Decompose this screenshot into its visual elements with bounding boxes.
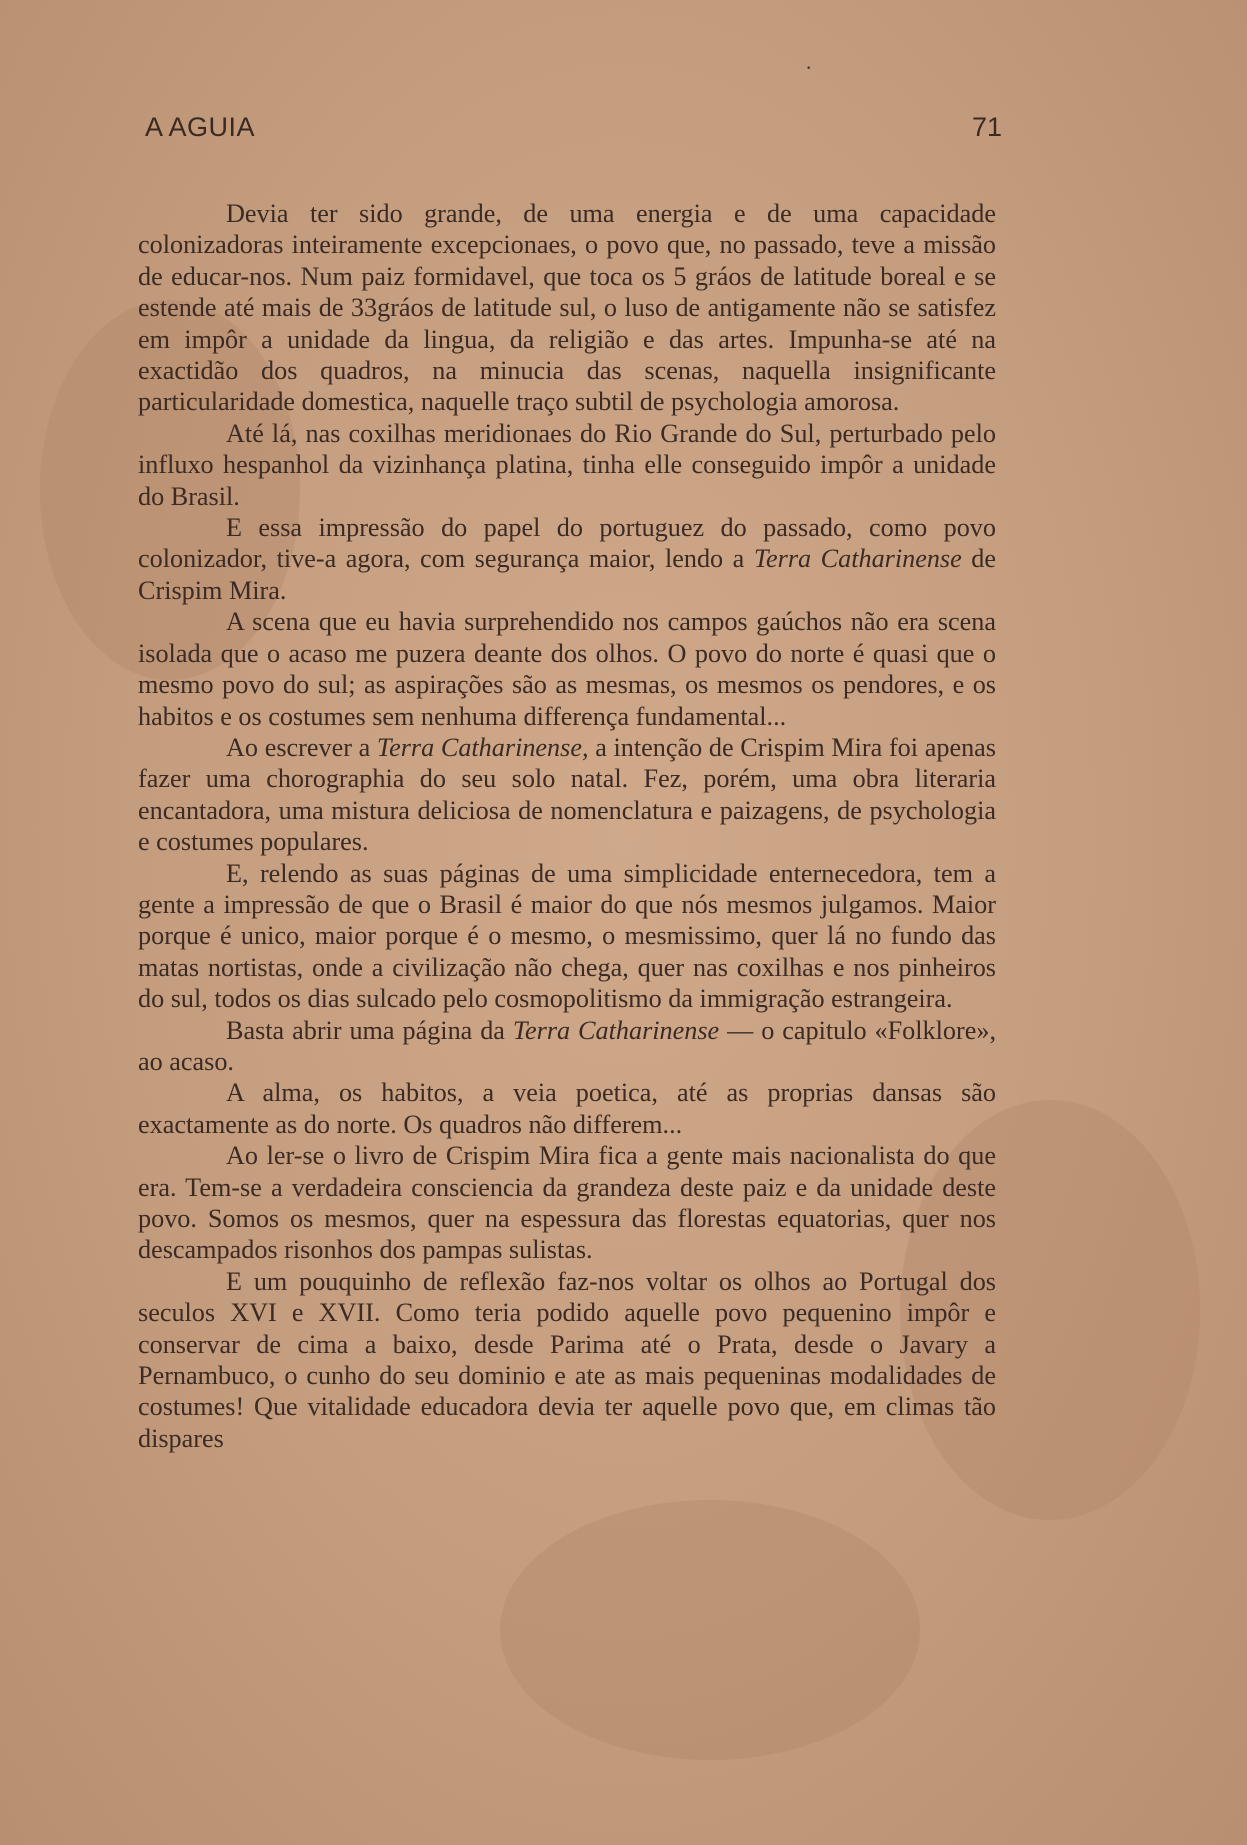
paragraph: [138, 198, 996, 418]
paragraph: [138, 512, 996, 606]
paragraph: [138, 1015, 996, 1078]
text-run: Ao ler-se o livro de Crispim Mira fica a gente mais nacionalista do que era. Tem-se a verdadeira consciencia da grandeza deste paiz e da unidade deste povo. Somos os mesmos, quer na espessura das florestas equatorias, quer nos descampados risonhos dos pampas sulistas.: [138, 1141, 996, 1265]
text-run: Ao escrever a: [226, 732, 377, 762]
text-run: A scena que eu havia surprehendido nos campos gaúchos não era scena isolada que o acaso me puzera deante dos olhos. O povo do norte é quasi que o mesmo povo do sul; as aspirações são as mesmas, os mesmos os pendores, e os habitos e os costumes sem nenhuma differença fundamental...: [138, 607, 996, 731]
paragraph: [138, 1140, 996, 1266]
text-run: Basta abrir uma página da: [226, 1015, 513, 1045]
text-run: de Crispim Mira.: [138, 544, 996, 605]
running-header: [145, 112, 1002, 152]
text-run: — o capitulo «Folklore», ao acaso.: [138, 1015, 996, 1076]
journal-title: A AGUIA: [145, 112, 256, 142]
text-run: E essa impressão do papel do portuguez do passado, como povo colonizador, tive-a agora, com segurança maior, lendo a: [138, 513, 996, 574]
text-run: E, relendo as suas páginas de uma simplicidade enternecedora, tem a gente a impressão de que o Brasil é maior do que nós mesmos julgamos. Maior porque é unico, maior porque é o mesmo, o mesmissimo, quer lá no fundo das matas nortistas, onde a civilização não chega, quer nas coxilhas e nos pinheiros do sul, todos os dias sulcado pelo cosmopolitismo da immigração estrangeira.: [138, 858, 996, 1014]
paragraph: [138, 732, 996, 858]
ink-mark: ·: [805, 55, 813, 80]
italic-title-run: Terra Catharinense: [753, 544, 962, 574]
text-run: Devia ter sido grande, de uma energia e de uma capacidade colonizadoras inteiramente excepcionaes, o povo que, no passado, teve a missão de educar-nos. Num paiz formidavel, que toca os 5 gráos de latitude boreal e se estende até mais de 33gráos de latitude sul, o luso de antigamente não se satisfez em impôr a unidade da lingua, da religião e das artes. Impunha-se até na exactidão dos quadros, na minucia das scenas, naquella insignificante particularidade domestica, naquelle traço subtil de psychologia amorosa.: [138, 199, 996, 417]
paragraph: [138, 858, 996, 1015]
paragraph: [138, 418, 996, 512]
text-run: A alma, os habitos, a veia poetica, até as proprias dansas são exactamente as do norte. Os quadros não differem...: [138, 1078, 996, 1139]
text-run: a intenção de Crispim Mira foi apenas fazer uma chorographia do seu solo natal. Fez, porém, uma obra literaria encantadora, uma mistura deliciosa de nomenclatura e paizagens, de psychologia e costumes populares.: [138, 732, 996, 857]
paragraph: [138, 1266, 996, 1454]
paragraph: [138, 1077, 996, 1140]
text-run: Até lá, nas coxilhas meridionaes do Rio Grande do Sul, perturbado pelo influxo hespanhol da vizinhança platina, tinha elle conseguido impôr a unidade do Brasil.: [138, 418, 996, 511]
italic-title-run: Terra Catharinense,: [376, 732, 589, 762]
page-number: 71: [971, 112, 1002, 142]
article-body: [138, 198, 996, 1454]
italic-title-run: Terra Catharinense: [512, 1015, 720, 1045]
paper-stain: [500, 1500, 920, 1760]
paragraph: [138, 606, 996, 732]
text-run: E um pouquinho de reflexão faz-nos voltar os olhos ao Portugal dos seculos XVI e XVII. Como teria podido aquelle povo pequenino impôr e conservar de cima a baixo, desde Parima até o Prata, desde o Javary a Pernambuco, o cunho do seu dominio e ate as mais pequeninas modalidades de costumes! Que vitalidade educadora devia ter aquelle povo que, em climas tão dispares: [138, 1266, 996, 1453]
